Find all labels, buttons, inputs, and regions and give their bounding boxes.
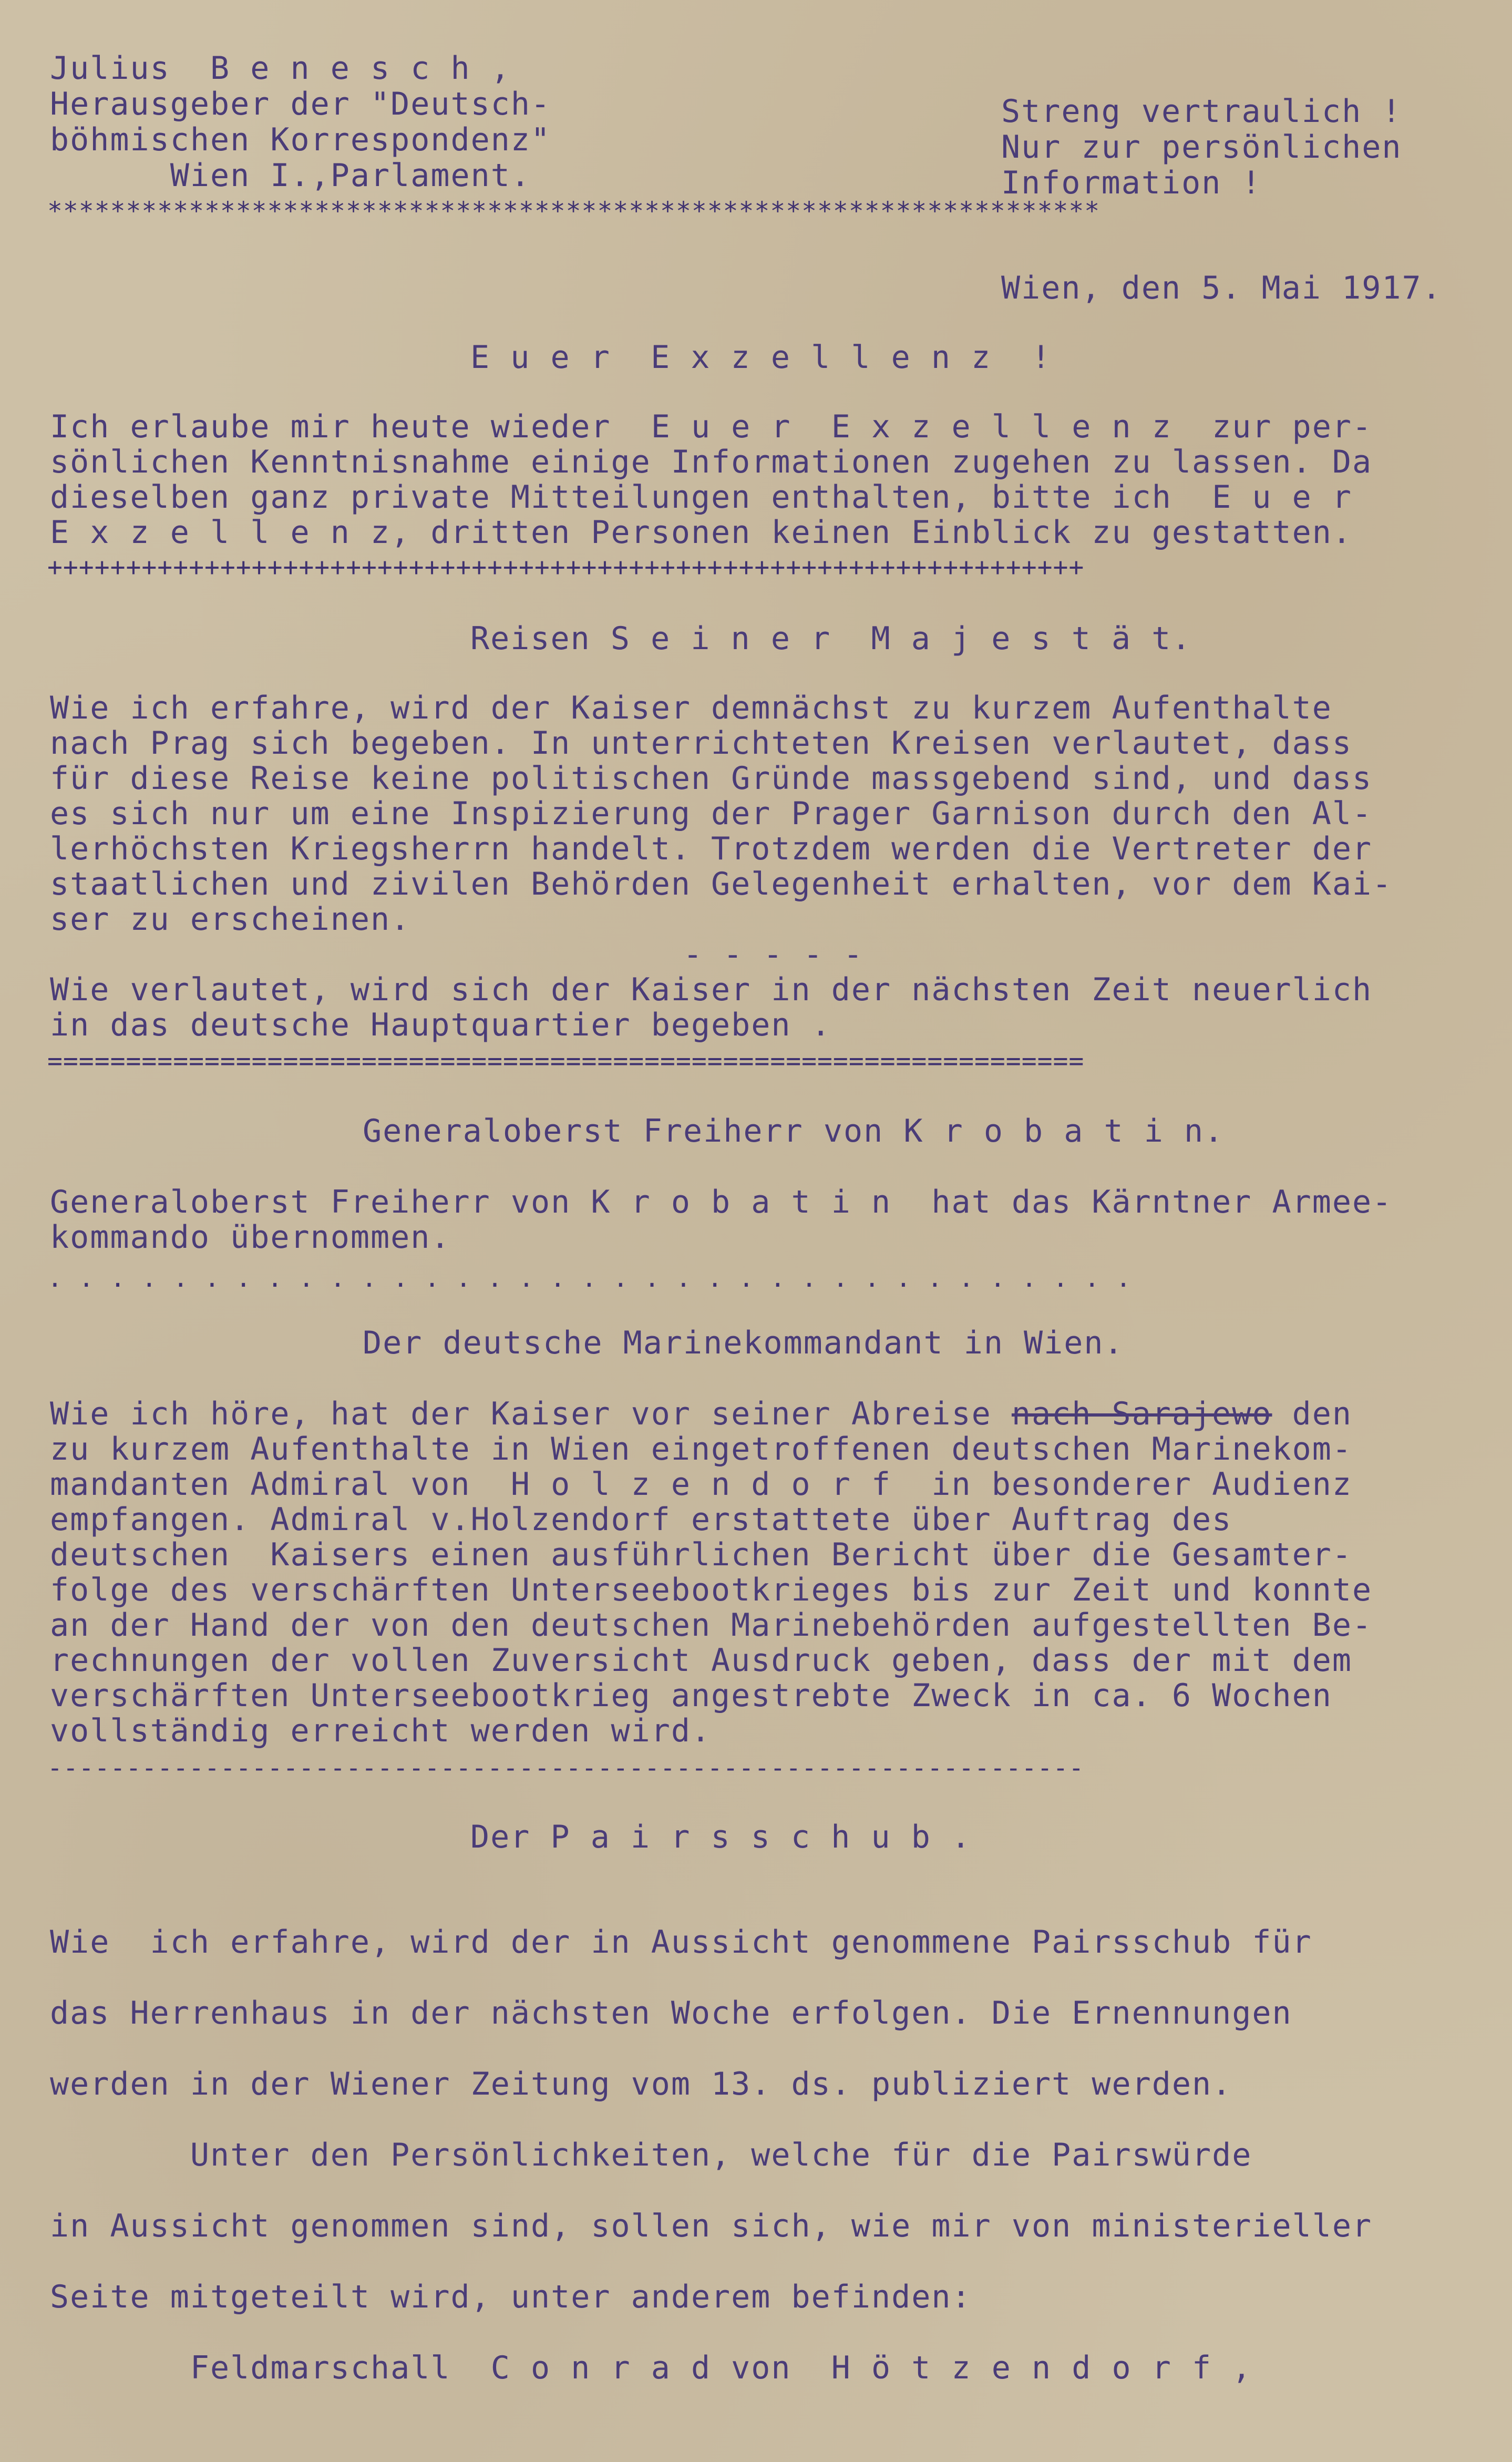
salutation: E u e r E x z e l l e n z ! [470,339,1052,376]
letterhead-line: Julius B e n e s c h , [50,50,511,87]
text-line: vollständig erreicht werden wird. [50,1712,712,1749]
dash-break: - - - - - [683,936,864,973]
star-separator: ******************************************************************* [47,199,1100,224]
confidential-line: Information ! [1001,165,1262,201]
text-line: deutschen Kaisers einen ausführlichen Bericht über die Gesamter- [50,1536,1352,1573]
text-line: rechnungen der vollen Zuversicht Ausdruck geben, dass der mit dem [50,1642,1352,1679]
text-line: nach Prag sich begeben. In unterrichteten Kreisen verlautet, dass [50,725,1352,762]
text-line: kommando übernommen. [50,1219,451,1256]
text-line: für diese Reise keine politischen Gründe massgebend sind, und dass [50,760,1373,797]
text-line: Generaloberst Freiherr von K r o b a t i n hat das Kärntner Armee- [50,1184,1393,1220]
section-heading: Reisen S e i n e r M a j e s t ä t. [470,620,1192,657]
text-line: es sich nur um eine Inspizierung der Prager Garnison durch den Al- [50,795,1373,832]
text-line: mandanten Admiral von H o l z e n d o r f in besonderer Audienz [50,1466,1352,1503]
text-line: Wie ich erfahre, wird der Kaiser demnächst zu kurzem Aufenthalte [50,690,1332,726]
confidential-line: Nur zur persönlichen [1001,129,1402,166]
text-line: lerhöchsten Kriegsherrn handelt. Trotzdem werden die Vertreter der [50,830,1373,867]
text-line: Seite mitgeteilt wird, unter anderem befinden: [50,2279,972,2315]
text-line: Feldmarschall C o n r a d von H ö t z e n d o r f , [50,2350,1252,2386]
dot-separator: . . . . . . . . . . . . . . . . . . . . . . . . . . . . . . . . . . . [47,1266,1132,1291]
text-line: in das deutsche Hauptquartier begeben . [50,1007,831,1043]
struck-text: nach Sarajewo [1011,1396,1272,1432]
text-line: Wie ich erfahre, wird der in Aussicht genommene Pairsschub für [50,1924,1312,1961]
text-line: in Aussicht genommen sind, sollen sich, wie mir von ministerieller [50,2208,1373,2244]
text-line: das Herrenhaus in der nächsten Woche erfolgen. Die Ernennungen [50,1995,1292,2032]
text-line: zu kurzem Aufenthalte in Wien eingetroffenen deutschen Marinekom- [50,1431,1352,1468]
text-line: an der Hand der von den deutschen Marinebehörden aufgestellten Be- [50,1607,1373,1644]
confidential-line: Streng vertraulich ! [1001,93,1402,130]
text-line-with-strike [50,1398,1352,1430]
section-heading: Der P a i r s s c h u b . [470,1819,972,1855]
text-line: sönlichen Kenntnisnahme einige Informationen zugehen zu lassen. Da [50,444,1373,480]
text-line: verschärften Unterseebootkrieg angestrebte Zweck in ca. 6 Wochen [50,1677,1332,1714]
text-line: dieselben ganz private Mitteilungen enthalten, bitte ich E u e r [50,479,1352,516]
text-line: folge des verschärften Unterseebootkrieges bis zur Zeit und konnte [50,1572,1373,1608]
section-heading: Der deutsche Marinekommandant in Wien. [363,1325,1124,1361]
text-line: Wie verlautet, wird sich der Kaiser in der nächsten Zeit neuerlich [50,971,1373,1008]
text-segment: den [1272,1396,1353,1432]
text-line: empfangen. Admiral v.Holzendorf erstattete über Auftrag des [50,1501,1232,1538]
text-line: staatlichen und zivilen Behörden Gelegenheit erhalten, vor dem Kai- [50,866,1393,902]
plus-separator: ++++++++++++++++++++++++++++++++++++++++++++++++++++++++++++++++++ [47,555,1085,580]
letterhead-line: Herausgeber der "Deutsch- [50,86,551,122]
text-line: Ich erlaube mir heute wieder E u e r E x z e l l e n z zur per- [50,408,1373,445]
text-line: E x z e l l e n z, dritten Personen keinen Einblick zu gestatten. [50,514,1352,551]
section-heading: Generaloberst Freiherr von K r o b a t i n. [363,1113,1225,1150]
text-segment: Wie ich höre, hat der Kaiser vor seiner Abreise [50,1396,1012,1432]
equals-separator: ================================================================== [47,1049,1085,1074]
letterhead-line: böhmischen Korrespondenz" [50,121,551,158]
text-line: Unter den Persönlichkeiten, welche für die Pairswürde [50,2137,1252,2173]
text-line: ser zu erscheinen. [50,901,411,938]
letterhead-line: Wien I.,Parlament. [50,157,531,194]
date: Wien, den 5. Mai 1917. [1001,270,1442,306]
dash-separator: ------------------------------------------------------------------ [47,1756,1085,1781]
text-line: werden in der Wiener Zeitung vom 13. ds. publiziert werden. [50,2066,1232,2102]
